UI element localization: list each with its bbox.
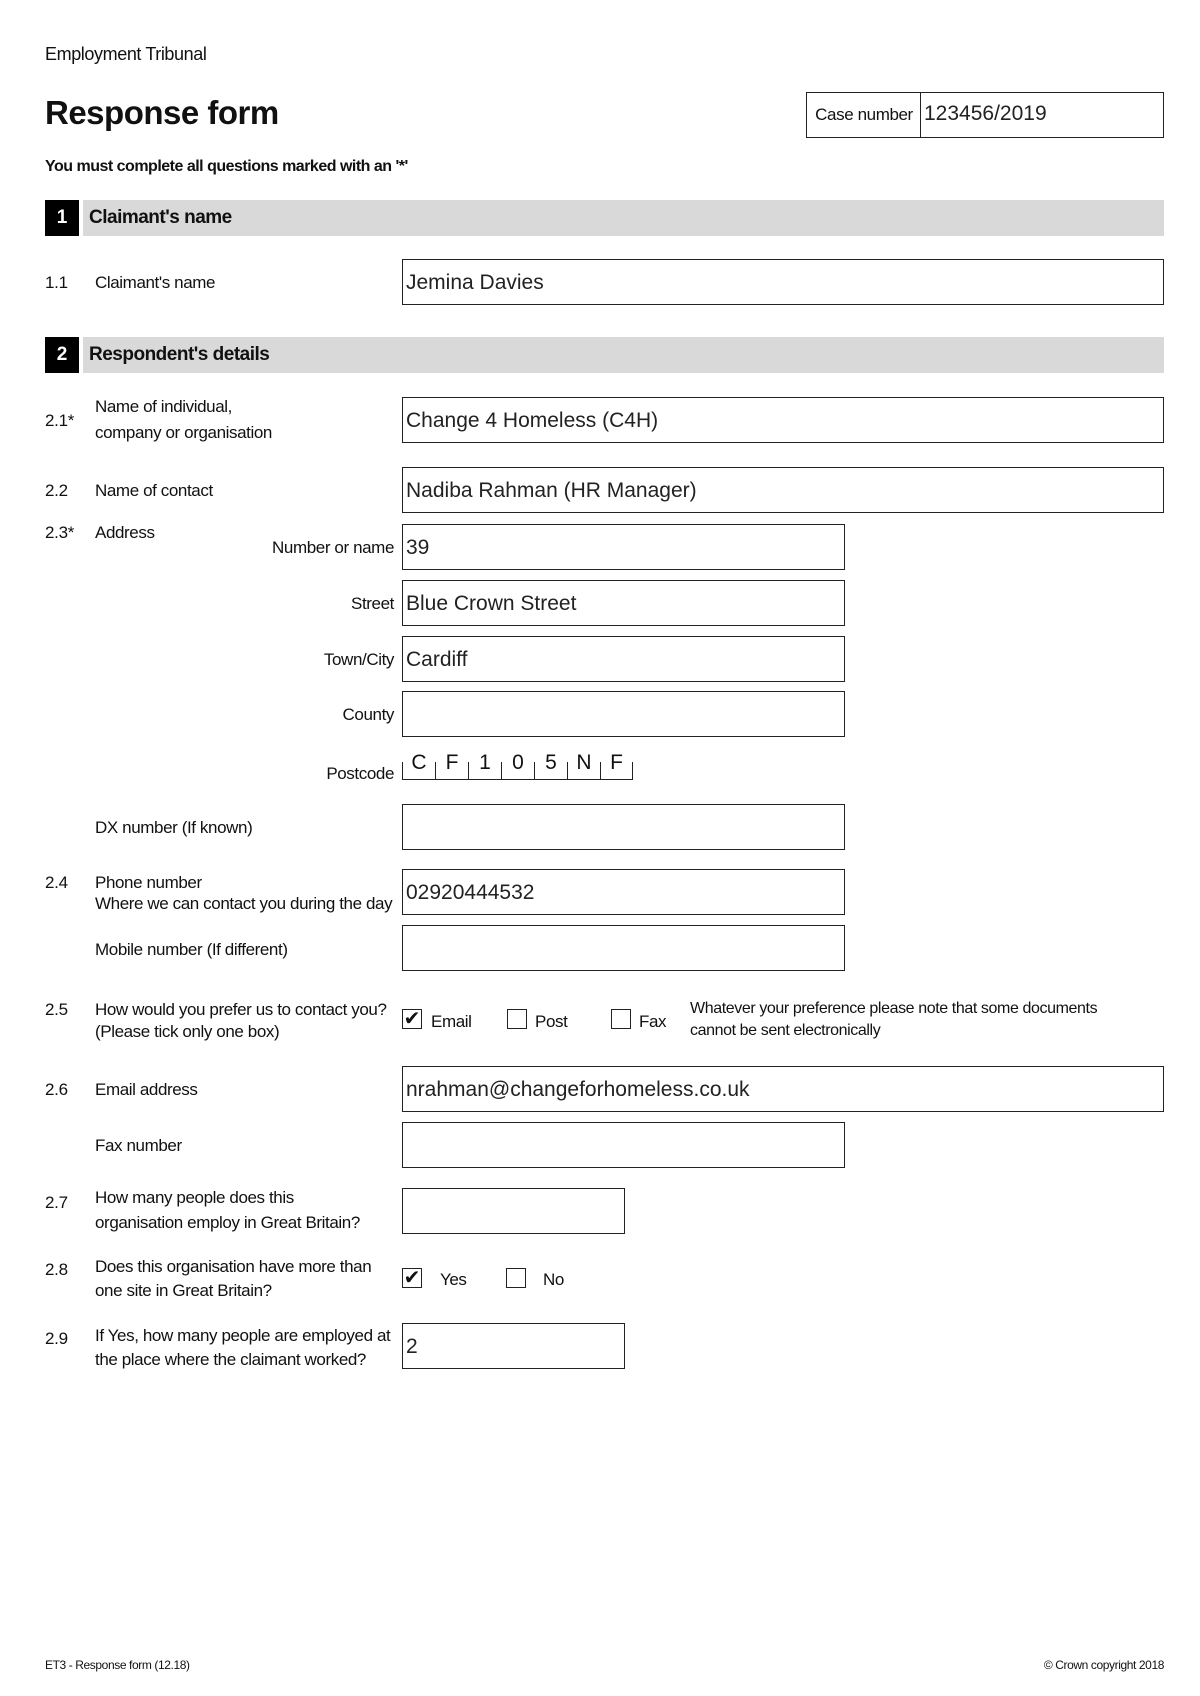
q2-3-number: 2.3* (45, 523, 75, 542)
address-county-label: County (342, 705, 394, 724)
email-address-field[interactable]: nrahman@changeforhomeless.co.uk (402, 1066, 1164, 1112)
q2-9-label-line1: If Yes, how many people are employed at (95, 1326, 391, 1345)
fax-option-label: Fax (639, 1012, 667, 1031)
email-option-label: Email (431, 1012, 472, 1031)
case-number-label: Case number (806, 92, 922, 138)
q2-7-label-line1: How many people does this (95, 1188, 294, 1207)
postcode-field[interactable] (402, 751, 633, 780)
q2-2-label: Name of contact (95, 481, 213, 500)
q1-1-label: Claimant's name (95, 273, 216, 292)
q2-2-number: 2.2 (45, 481, 68, 500)
postcode-char[interactable]: N (567, 762, 600, 780)
q2-3-label: Address (95, 523, 155, 542)
q2-5-label-line1: How would you prefer us to contact you? (95, 1000, 387, 1019)
fax-checkbox[interactable] (611, 1009, 631, 1029)
address-number-field[interactable]: 39 (402, 524, 845, 570)
q2-7-number: 2.7 (45, 1193, 68, 1212)
q2-9-number: 2.9 (45, 1329, 68, 1348)
q2-6-label: Email address (95, 1080, 198, 1099)
case-number-field[interactable]: 123456/2019 (920, 92, 1164, 138)
fax-number-field[interactable] (402, 1122, 845, 1168)
postcode-label: Postcode (326, 764, 394, 783)
address-number-label: Number or name (272, 538, 394, 557)
q2-8-label-line2: one site in Great Britain? (95, 1281, 272, 1300)
section-2-title: Respondent's details (89, 344, 270, 365)
page-title: Response form (45, 94, 279, 131)
respondent-name-field[interactable]: Change 4 Homeless (C4H) (402, 397, 1164, 443)
footer-form-id: ET3 - Response form (12.18) (45, 1658, 190, 1672)
q2-5-number: 2.5 (45, 1000, 68, 1019)
phone-number-field[interactable]: 02920444532 (402, 869, 845, 915)
q2-1-label-line2: company or organisation (95, 423, 272, 442)
post-option-label: Post (535, 1012, 568, 1031)
contact-note-line2: cannot be sent electronically (690, 1022, 881, 1039)
multi-site-yes-checkbox[interactable] (402, 1265, 422, 1289)
q2-7-label-line2: organisation employ in Great Britain? (95, 1213, 360, 1232)
contact-note-line1: Whatever your preference please note that some documents (690, 1000, 1098, 1017)
claimant-name-field[interactable]: Jemina Davies (402, 259, 1164, 305)
section-1-bar (83, 200, 1164, 236)
q2-6-number: 2.6 (45, 1080, 68, 1099)
postcode-char[interactable]: 0 (501, 762, 534, 780)
section-1-number: 1 (45, 200, 79, 236)
section-1-title: Claimant's name (89, 207, 232, 228)
address-town-field[interactable]: Cardiff (402, 636, 845, 682)
q2-8-label-line1: Does this organisation have more than (95, 1257, 372, 1276)
address-street-label: Street (351, 594, 394, 613)
q2-5-label-line2: (Please tick only one box) (95, 1022, 280, 1041)
postcode-char[interactable]: F (600, 762, 633, 780)
mobile-number-label: Mobile number (If different) (95, 940, 288, 959)
address-county-field[interactable] (402, 691, 845, 737)
q2-4-label-line2: Where we can contact you during the day (95, 894, 393, 913)
address-town-label: Town/City (323, 650, 394, 669)
postcode-char[interactable]: F (435, 762, 468, 780)
org-name: Employment Tribunal (45, 44, 207, 64)
dx-number-field[interactable] (402, 804, 845, 850)
q1-1-number: 1.1 (45, 273, 68, 292)
mobile-number-field[interactable] (402, 925, 845, 971)
q2-9-label-line2: the place where the claimant worked? (95, 1350, 366, 1369)
q2-4-label-line1: Phone number (95, 873, 202, 892)
q2-1-number: 2.1* (45, 411, 75, 430)
contact-name-field[interactable]: Nadiba Rahman (HR Manager) (402, 467, 1164, 513)
postcode-char[interactable]: 1 (468, 762, 501, 780)
q2-1-label-line1: Name of individual, (95, 397, 232, 416)
checkmark-icon: ✔ (403, 1006, 421, 1030)
employees-gb-field[interactable] (402, 1188, 625, 1234)
post-checkbox[interactable] (507, 1009, 527, 1029)
postcode-char[interactable]: 5 (534, 762, 567, 780)
q2-8-number: 2.8 (45, 1260, 68, 1279)
employees-at-site-field[interactable]: 2 (402, 1323, 625, 1369)
multi-site-yes-label: Yes (440, 1270, 467, 1289)
fax-number-label: Fax number (95, 1136, 182, 1155)
email-checkbox[interactable] (402, 1006, 422, 1030)
multi-site-no-checkbox[interactable] (506, 1268, 526, 1288)
multi-site-no-label: No (543, 1270, 564, 1289)
postcode-char[interactable]: C (402, 762, 435, 780)
section-2-number: 2 (45, 337, 79, 373)
dx-number-label: DX number (If known) (95, 818, 253, 837)
q2-4-number: 2.4 (45, 873, 68, 892)
checkmark-icon: ✔ (403, 1265, 421, 1289)
instruction-text: You must complete all questions marked with an '*' (45, 158, 408, 175)
footer-copyright: © Crown copyright 2018 (1043, 1658, 1164, 1672)
address-street-field[interactable]: Blue Crown Street (402, 580, 845, 626)
